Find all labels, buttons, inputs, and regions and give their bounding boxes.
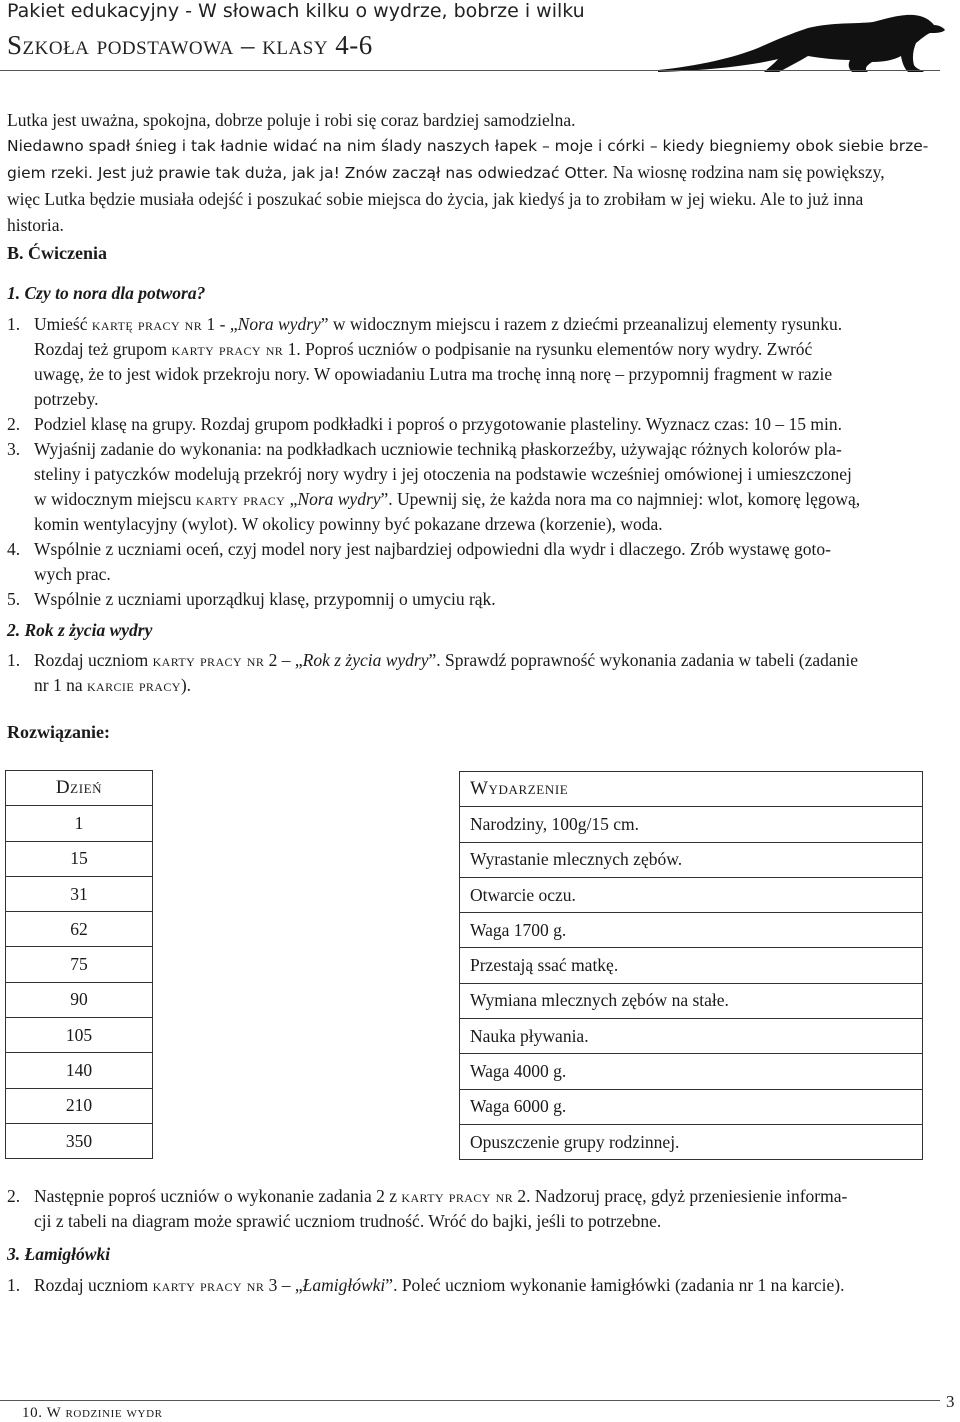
item-line: Wspólnie z uczniami uporządkuj klasę, przypomnij o umyciu rąk. (34, 589, 496, 609)
day-cell: 1 (6, 806, 153, 841)
worksheet-ref: karty pracy nr (152, 650, 265, 670)
table-row (460, 913, 923, 948)
event-cell: Otwarcie oczu. (460, 877, 923, 912)
footer-divider (0, 1400, 940, 1401)
table-row (6, 1053, 153, 1088)
text: 1 - „ (202, 314, 238, 334)
table-row (460, 1089, 923, 1124)
header-subtitle: Szkoła podstawowa – klasy 4-6 (7, 30, 373, 60)
exercise-2-item (7, 1184, 927, 1234)
worksheet-ref: karty pracy (195, 489, 286, 509)
item-line: uwagę, że to jest widok przekroju nory. W opowiadaniu Lutra ma trochę inną norę – przypomnij fragment w razie (34, 364, 833, 384)
text: w widocznym miejscu (34, 489, 196, 509)
day-cell: 62 (6, 912, 153, 947)
text: Następnie poproś uczniów o wykonanie zadania 2 z (34, 1186, 402, 1206)
table-row (460, 983, 923, 1018)
header-title: Pakiet edukacyjny - W słowach kilku o wydrze, bobrze i wilku (7, 0, 585, 22)
exercise-3-item (7, 1273, 927, 1298)
item-number: 1. (7, 1275, 21, 1295)
text: Rozdaj uczniom (34, 650, 153, 670)
page-number: 3 (946, 1392, 955, 1411)
table-header-row (460, 772, 923, 807)
item-line (34, 487, 927, 512)
exercise-1-title: 1. Czy to nora dla potwora? (7, 283, 206, 303)
exercise-2-list (7, 648, 927, 698)
exercise-1-item (7, 312, 927, 412)
event-cell: Narodziny, 100g/15 cm. (460, 807, 923, 842)
text: Rozdaj uczniom (34, 1275, 153, 1295)
table-row (460, 1019, 923, 1054)
event-cell: Waga 1700 g. (460, 913, 923, 948)
table-row (6, 912, 153, 947)
exercise-2-title: 2. Rok z życia wydry (7, 620, 153, 640)
worksheet-ref: kartę pracy nr (91, 314, 203, 334)
item-line: Podziel klasę na grupy. Rozdaj grupom podkładki i poproś o przygotowanie plasteliny. Wyznacz czas: 10 – 15 min. (34, 414, 842, 434)
exercise-1-item (7, 537, 927, 587)
item-line (34, 673, 927, 698)
item-number: 5. (7, 589, 21, 609)
item-line (34, 312, 927, 337)
intro-line: Lutka jest uważna, spokojna, dobrze poluje i robi się coraz bardziej samodzielna. (7, 110, 576, 130)
exercise-3-title: 3. Łamigłówki (7, 1244, 111, 1264)
table-row (460, 842, 923, 877)
section-heading: B. Ćwiczenia (7, 243, 107, 263)
table-row (6, 806, 153, 841)
footer-chapter: 10. W rodzinie wydr (22, 1405, 163, 1421)
event-cell: Wyrastanie mlecznych zębów. (460, 842, 923, 877)
event-cell: Waga 6000 g. (460, 1089, 923, 1124)
intro-line: Niedawno spadł śnieg i tak ładnie widać na nim ślady naszych łapek – moje i córki – kiedy biegniemy obok siebie brze- (7, 137, 929, 155)
exercise-3-list (7, 1273, 927, 1298)
text: ”. Poleć uczniom wykonanie łamigłówki (zadania nr 1 na karcie). (385, 1275, 845, 1295)
item-line (34, 1273, 927, 1298)
header-divider (0, 70, 940, 71)
day-cell: 31 (6, 876, 153, 911)
otter-silhouette-icon (658, 12, 948, 72)
worksheet-ref: karcie pracy (86, 675, 181, 695)
item-line: potrzeby. (34, 389, 99, 409)
event-cell: Przestają ssać matkę. (460, 948, 923, 983)
event-table (459, 771, 923, 1160)
table-row (460, 1054, 923, 1089)
item-line: Wyjaśnij zadanie do wykonania: na podkładkach uczniowie techniką płaskorzeźby, używając różnych kolorów pla- (34, 439, 842, 459)
intro-fragment: Na wiosnę rodzina nam się powiększy, (608, 162, 885, 182)
worksheet-title: Łamigłówki (302, 1275, 386, 1295)
text: nr 1 na (34, 675, 87, 695)
item-line: komin wentylacyjny (wylot). W okolicy powinny być pokazane drzewa (korzenie), woda. (34, 514, 663, 534)
solution-label: Rozwiązanie: (7, 722, 110, 742)
worksheet-ref: karty pracy nr (152, 1275, 265, 1295)
event-cell: Opuszczenie grupy rodzinnej. (460, 1124, 923, 1159)
table-row (6, 1088, 153, 1123)
item-number: 4. (7, 539, 21, 559)
table-row (460, 877, 923, 912)
item-line: steliny i patyczków modelują przekrój nory wydry i jej otoczenia na podstawie wcześniej omówionej i umieszczonej (34, 464, 852, 484)
text: 1. Poproś uczniów o podpisanie na rysunku elementów nory wydry. Zwróć (283, 339, 813, 359)
table-row (6, 982, 153, 1017)
item-number: 3. (7, 439, 21, 459)
table-header-row (6, 771, 153, 806)
text: 3 – „ (264, 1275, 303, 1295)
table-row (6, 1123, 153, 1158)
text: ” w widocznym miejscu i razem z dziećmi przeanalizuj elementy rysunku. (320, 314, 843, 334)
exercise-1-item (7, 437, 927, 537)
exercise-2-item (7, 648, 927, 698)
day-cell: 140 (6, 1053, 153, 1088)
day-cell: 75 (6, 947, 153, 982)
text: 2. Nadzoruj pracę, gdyż przeniesienie informa- (513, 1186, 848, 1206)
day-cell: 350 (6, 1123, 153, 1158)
text: ). (180, 675, 192, 695)
day-column-header: Dzień (6, 771, 153, 806)
worksheet-ref: karty pracy nr (171, 339, 284, 359)
event-cell: Waga 4000 g. (460, 1054, 923, 1089)
intro-line (7, 159, 927, 186)
text: Umieść (34, 314, 92, 334)
text: 2 – „ (264, 650, 303, 670)
text: ”. Upewnij się, że każda nora ma co najmniej: wlot, komorę lęgową, (380, 489, 861, 509)
item-number: 1. (7, 314, 21, 334)
event-column-header: Wydarzenie (460, 772, 923, 807)
item-line (34, 648, 927, 673)
day-table (5, 770, 153, 1159)
table-row (6, 876, 153, 911)
intro-line: więc Lutka będzie musiała odejść i poszukać sobie miejsca do życia, jak kiedyś ja to zrobiłam w jej wieku. Ale to już inna (7, 189, 864, 209)
item-line: wych prac. (34, 564, 111, 584)
exercise-1-list (7, 312, 927, 612)
day-cell: 210 (6, 1088, 153, 1123)
table-row (6, 1018, 153, 1053)
item-line: Wspólnie z uczniami oceń, czyj model nory jest najbardziej odpowiedni dla wydr i dlaczego. Zrób wystawę goto- (34, 539, 831, 559)
exercise-1-item (7, 587, 927, 612)
intro-paragraph (7, 107, 927, 238)
item-number: 1. (7, 650, 21, 670)
table-row (460, 948, 923, 983)
worksheet-title: Nora wydry (297, 489, 381, 509)
table-row (6, 947, 153, 982)
table-row (460, 1124, 923, 1159)
item-number: 2. (7, 414, 21, 434)
text: Rozdaj też grupom (34, 339, 172, 359)
intro-line: historia. (7, 215, 64, 235)
item-line: cji z tabeli na diagram może sprawić uczniom trudność. Wróć do bajki, jeśli to potrzebne. (34, 1211, 662, 1231)
worksheet-title: Rok z życia wydry (302, 650, 429, 670)
worksheet-ref: karty pracy nr (401, 1186, 514, 1206)
worksheet-title: Nora wydry (237, 314, 321, 334)
event-cell: Nauka pływania. (460, 1019, 923, 1054)
day-cell: 90 (6, 982, 153, 1017)
table-row (6, 841, 153, 876)
table-row (460, 807, 923, 842)
intro-fragment: giem rzeki. Jest już prawie tak duża, jak ja! Znów zaczął nas odwiedzać Otter. (7, 164, 609, 182)
text: ”. Sprawdź poprawność wykonania zadania w tabeli (zadanie (428, 650, 859, 670)
day-cell: 105 (6, 1018, 153, 1053)
item-line (34, 1184, 927, 1209)
item-line (34, 337, 927, 362)
day-cell: 15 (6, 841, 153, 876)
item-number: 2. (7, 1186, 21, 1206)
text: „ (285, 489, 298, 509)
exercise-1-item (7, 412, 927, 437)
event-cell: Wymiana mlecznych zębów na stałe. (460, 983, 923, 1018)
exercise-2-list-continued (7, 1184, 927, 1234)
